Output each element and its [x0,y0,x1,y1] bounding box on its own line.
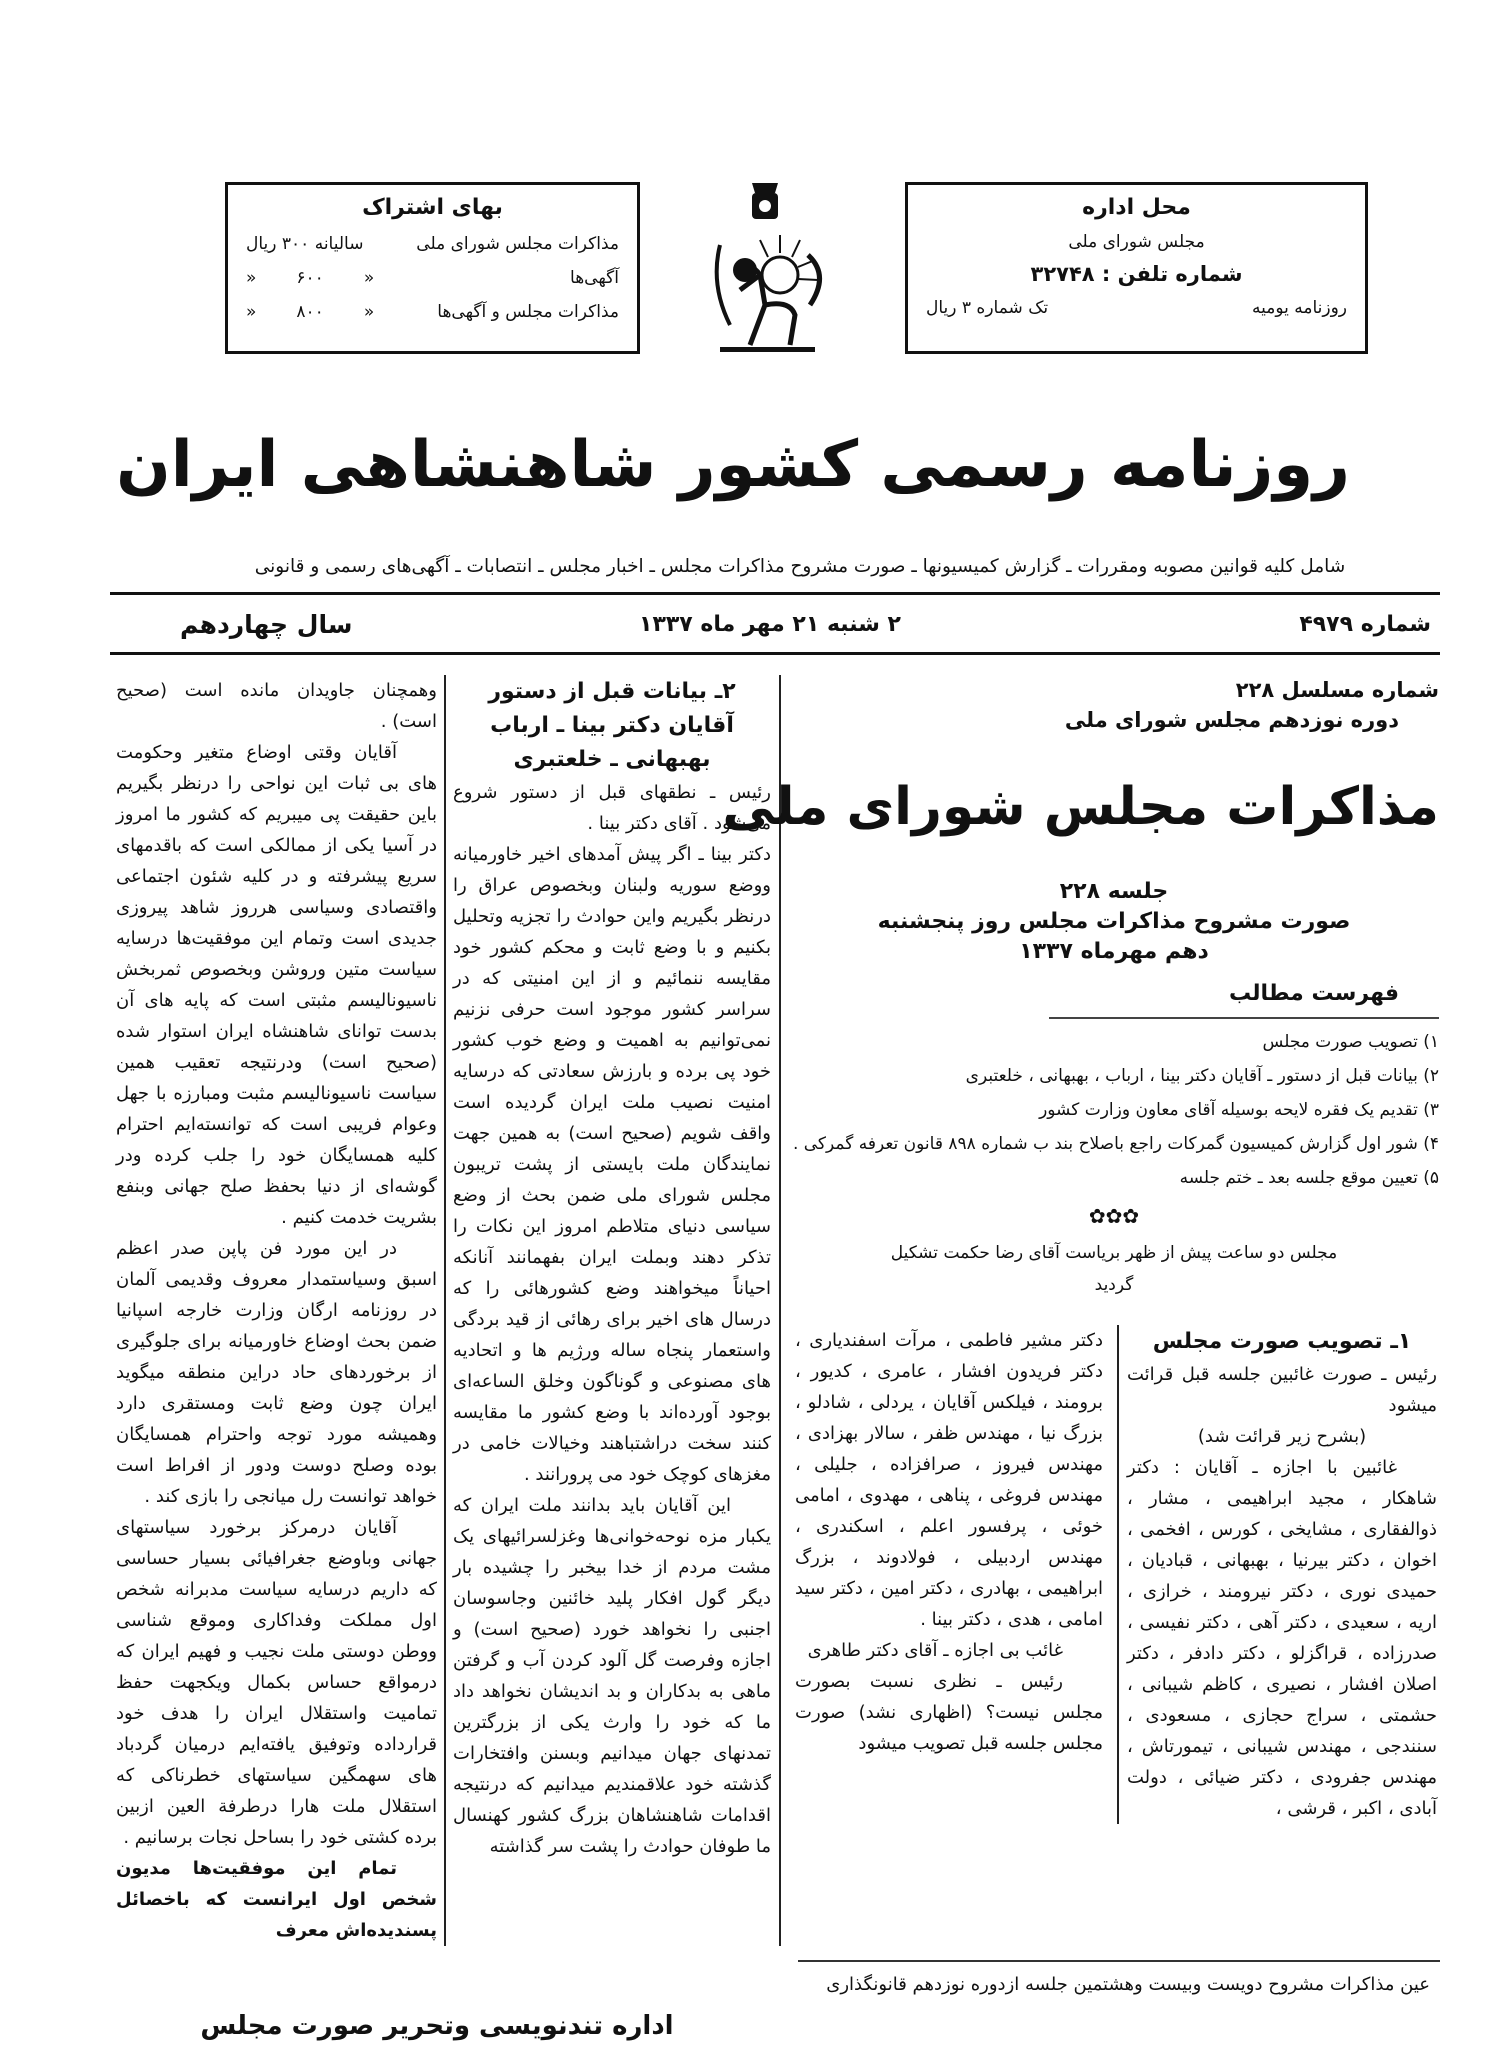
page-body [112,675,1440,2046]
ditto-mark: « [363,268,375,288]
single-price: تک شماره ۳ ریال [926,298,1049,318]
divider [1049,1017,1439,1019]
column-divider [444,675,446,1946]
paragraph: (بشرح زیر قرائت شد) [1197,1426,1367,1447]
masthead-subtitle: شامل کلیه قوانین مصوبه ومقررات ـ گزارش کمیسیونها ـ صورت مشروح مذاکرات مجلس ـ اخبار مجلس ـ انتصابات ـ آگهی‌های رسمی و قانونی [254,556,1346,577]
serial-number: شماره مسلسل ۲۲۸ [1235,678,1439,702]
row-price: ۶۰۰ [296,268,324,288]
session-number: جلسه ۲۲۸ [1059,879,1169,904]
session-desc: صورت مشروح مذاکرات مجلس روز پنجشنبه [877,909,1351,934]
paragraph: رئیس ـ نظری نسبت بصورت مجلس نیست؟ (اظهاری نشد) صورت مجلس جلسه قبل تصویب میشود [795,1671,1103,1754]
section-2-heading: ۲ـ بیانات قبل از دستور آقایان دکتر بینا ـ ارباب بهبهانی ـ خلعتبری [488,679,736,772]
toc-item: ۴) شور اول گزارش کمیسیون گمرکات راجع باصلاح بند ب شماره ۸۹۸ قانون تعرفه گمرکی . [792,1134,1439,1154]
paragraph: این آقایان باید بدانند ملت ایران که یکبار مزه نوحه‌خوانی‌ها وغزلسرائیهای یک مشت مردم از خدا بیخبر را چشیده بار دیگر گول افکار پلید خائنین وجاسوسان اجنبی را نخواهد خورد (صحیح است) و اجازه وفرصت گل آلود کردن آب و گرفتن ماهی به بدکاران و بد اندیشان نخواهد داد ما که خود را وارث یکی از بزرگترین تمدنهای جهان میدانیم وبسنن وافتخارات گذشته خود علاقمندیم میدانیم که درنتیجه اقدامات شاهنشاهان بزرگ کشور کهنسال ما طوفان حوادث را پشت سر گذاشته [453,1495,771,1857]
row-label: آگهی‌ها [570,268,619,288]
issue-date: ۲ شنبه ۲۱ مهر ماه ۱۳۳۷ [639,612,901,637]
divider [798,1960,1440,1962]
column-divider [779,675,781,1946]
article-column-middle [453,675,771,1946]
subscription-row [228,302,637,322]
office-place: مجلس شورای ملی [1068,232,1205,252]
table-of-contents [789,1025,1439,1195]
lion-and-sun-emblem-icon [690,175,840,365]
subscription-box [225,182,640,354]
row-label: مذاکرات مجلس و آگهی‌ها [437,302,619,322]
issue-number: شماره ۴۹۷۹ [1299,612,1431,637]
subscription-row [228,268,637,288]
paragraph: دکتر مشیر فاطمی ، مرآت اسفندیاری ، دکتر فریدون افشار ، عامری ، کدیور ، برومند ، فیلکس آقایان ، یردلی ، شادلو ، بزرگ نیا ، مهندس ظفر ، سالار بهزادی ، مهندس فیروز ، صرافزاده ، جلیلی ، مهندس فروغی ، پناهی ، مهدوی ، امامی خوئی ، پرفسور اعلم ، اسکندری ، مهندس اردبیلی ، فولادوند ، بزرگ ابراهیمی ، بهادری ، دکتر امین ، دکتر سید امامی ، هدی ، دکتر بینا . [795,1330,1103,1630]
article-column-left [112,675,437,1946]
toc-item: ۱) تصویب صورت مجلس [1262,1032,1439,1052]
divider [110,652,1440,655]
session-subcolumns [789,1325,1439,1824]
ditto-mark: « [363,302,375,322]
footer-office: اداره تندنویسی وتحریر صورت مجلس [200,2011,674,2041]
session-block [722,675,1439,1946]
office-row [908,298,1365,318]
paragraph: در این مورد فن پاپن صدر اعظم اسبق وسیاستمدار معروف وقدیمی آلمان در روزنامه ارگان وزارت خارجه اسپانیا ضمن بحث اوضاع خاورمیانه برای جلوگیری از برخوردهای حاد دراین منطقه میگوید ایران چون وضع ثابت ومستقری دارد وهمیشه مورد توجه واحترام همسایگان بوده وصلح دوست ودور از افراط است خواهد توانست رل میانجی را بازی کند . [116,1238,437,1507]
session-term: دوره نوزدهم مجلس شورای ملی [1064,708,1399,732]
paragraph: وهمچنان جاویدان مانده است (صحیح است) . [116,680,437,732]
paragraph: غائب بی اجازه ـ آقای دکتر طاهری [807,1640,1063,1661]
paragraph: دکتر بینا ـ اگر پیش آمدهای اخیر خاورمیانه ووضع سوریه ولبنان وبخصوص عراق را درنظر بگیریم واین حوادث را تجزیه وتحلیل بکنیم و با وضع ثابت و محکم کشور خود مقایسه ننمائیم و از این امنیتی که در سراسر کشور موجود است حرفی نزنیم نمی‌توانیم به اهمیت و وضع خوب کشور خود پی برده و بارزش سعادتی که درسایه امنیت نصیب ملت ایران گردیده است واقف شویم (صحیح است) به همین جهت نمایندگان ملت بایستی از پشت تریبون مجلس شورای ملی ضمن بحث از وضع سیاسی دنیای متلاطم امروز این نکات را تذکر دهند وبملت ایران بفهمانند آنانکه احیاناً میخواهند وضع کشورهائی را که درسال های اخیر برای رهائی از قید بردگی واستعمار پنجاه ساله ورژیم ها و اتحادیه های مصنوعی و گوناگون وخلق الساعه‌ای بوجود آورده‌اند با وضع کشور ما مقایسه کنند سخت دراشتباهند وخیالات خامی در مغزهای کوچک خود می پرورانند . [453,844,771,1485]
ditto-mark: « [246,302,257,322]
footer [112,1960,1440,2046]
issue-year: سال چهاردهم [180,610,353,639]
toc-item: ۲) بیانات قبل از دستور ـ آقایان دکتر بینا ، ارباب ، بهبهانی ، خلعتبری [965,1066,1439,1086]
row-price: سالیانه ۳۰۰ ریال [246,234,364,254]
subscription-row [228,234,637,254]
session-opening: مجلس دو ساعت پیش از ظهر بریاست آقای رضا حکمت تشکیل گردید [890,1243,1338,1295]
column-divider [1117,1325,1119,1824]
office-phone: شماره تلفن : ۳۲۷۴۸ [1030,262,1243,286]
section-1-heading: ۱ـ تصویب صورت مجلس [1152,1329,1412,1354]
paragraph: آقایان درمرکز برخورد سیاستهای جهانی وباوضع جغرافیائی بسیار حساسی که داریم درسایه سیاست مدبرانه شخص اول مملکت وفداکاری وموقع شناسی ووطن دوستی ملت نجیب و فهیم ایران که درمواقع حساس بکمال ویکجهت حفظ تمامیت واستقلال ایران را هدف خود قرارداده وتوفیق یافته‌ایم درمیان گردباد های سهمگین سیاستهای خطرناکی که استقلال ملت هارا درطرفة العین ازبین برده کشتی خود را بساحل نجات برسانیم . [116,1517,437,1848]
footer-note: عین مذاکرات مشروح دویست وبیست وهشتمین جلسه ازدوره نوزدهم قانونگذاری [826,1974,1430,1995]
divider [110,592,1440,595]
section-1-column [1127,1325,1437,1824]
toc-item: ۵) تعیین موقع جلسه بعد ـ ختم جلسه [1179,1168,1439,1188]
paragraph: رئیس ـ صورت غائبین جلسه قبل قرائت میشود [1127,1364,1437,1416]
subscription-title: بهای اشتراک [362,195,503,220]
ditto-mark: « [246,268,257,288]
row-label: مذاکرات مجلس شورای ملی [416,234,619,254]
office-title: محل اداره [1082,195,1191,220]
row-price: ۸۰۰ [296,302,324,322]
session-date: دهم مهرماه ۱۳۳۷ [1019,939,1209,964]
office-box [905,182,1368,354]
paragraph: تمام این موفقیت‌ها مدیون شخص اول ایرانست که باخصائل پسندیده‌اش معرف [116,1858,437,1941]
session-title: مذاکرات مجلس شورای ملی [722,777,1439,837]
ornament-icon: ✿✿✿ [1088,1204,1140,1228]
paragraph: رئیس ـ نطقهای قبل از دستور شروع می‌شود . آقای دکتر بینا . [453,782,771,834]
newspaper-title: روزنامه رسمی کشور شاهنشاهی ایران [116,428,1350,502]
paragraph: آقایان وقتی اوضاع متغیر وحکومت های بی ثبات این نواحی را درنظر بگیریم باین حقیقت پی میبریم که کشور ما امروز در آسیا یکی از ممالکی است که باقدمهای سریع پیشرفته و در کلیه شئون اجتماعی واقتصادی وسیاسی هرروز شاهد پیروزی جدیدی است وتمام این موفقیت‌ها درسایه سیاست متین وروشن وبخصوص ثمربخش ناسیونالیسم مثبتی است که پایه های آن بدست توانای شاهنشاه ایران استوار شده (صحیح است) ودرنتیجه تعقیب همین سیاست ناسیونالیسم مثبت ومبارزه با جهل وعوام فریبی است که توانسته‌ایم احترام کلیه همسایگان خود را جلب کرده ودر گوشه‌ای از دنیا بحفظ صلح جهانی وبنفع بشریت خدمت کنیم . [116,742,437,1228]
daily-label: روزنامه یومیه [1251,298,1347,318]
toc-title: فهرست مطالب [1228,981,1399,1006]
columns [112,675,1440,1946]
toc-item: ۳) تقدیم یک فقره لایحه بوسیله آقای معاون وزارت کشور [1039,1100,1439,1120]
absentees-column [789,1325,1109,1824]
paragraph: غائبین با اجازه ـ آقایان : دکتر شاهکار ، مجید ابراهیمی ، مشار ، ذوالفقاری ، مشایخی ، کورس ، افخمی ، اخوان ، دکتر بیرنیا ، بهبهانی ، قبادیان ، حمیدی نوری ، دکتر نیرومند ، خرازی ، اریه ، سعیدی ، دکتر آهی ، دکتر نفیسی ، صدرزاده ، قراگزلو ، دکتر دادفر ، دکتر اصلان افشار ، نصیری ، کاظم شیبانی ، حشمتی ، سراج حجازی ، مسعودی ، سنندجی ، مهندس شیبانی ، تیمورتاش ، مهندس جفرودی ، دکتر ضیائی ، دولت آبادی ، اکبر ، قرشی ، [1127,1457,1437,1819]
